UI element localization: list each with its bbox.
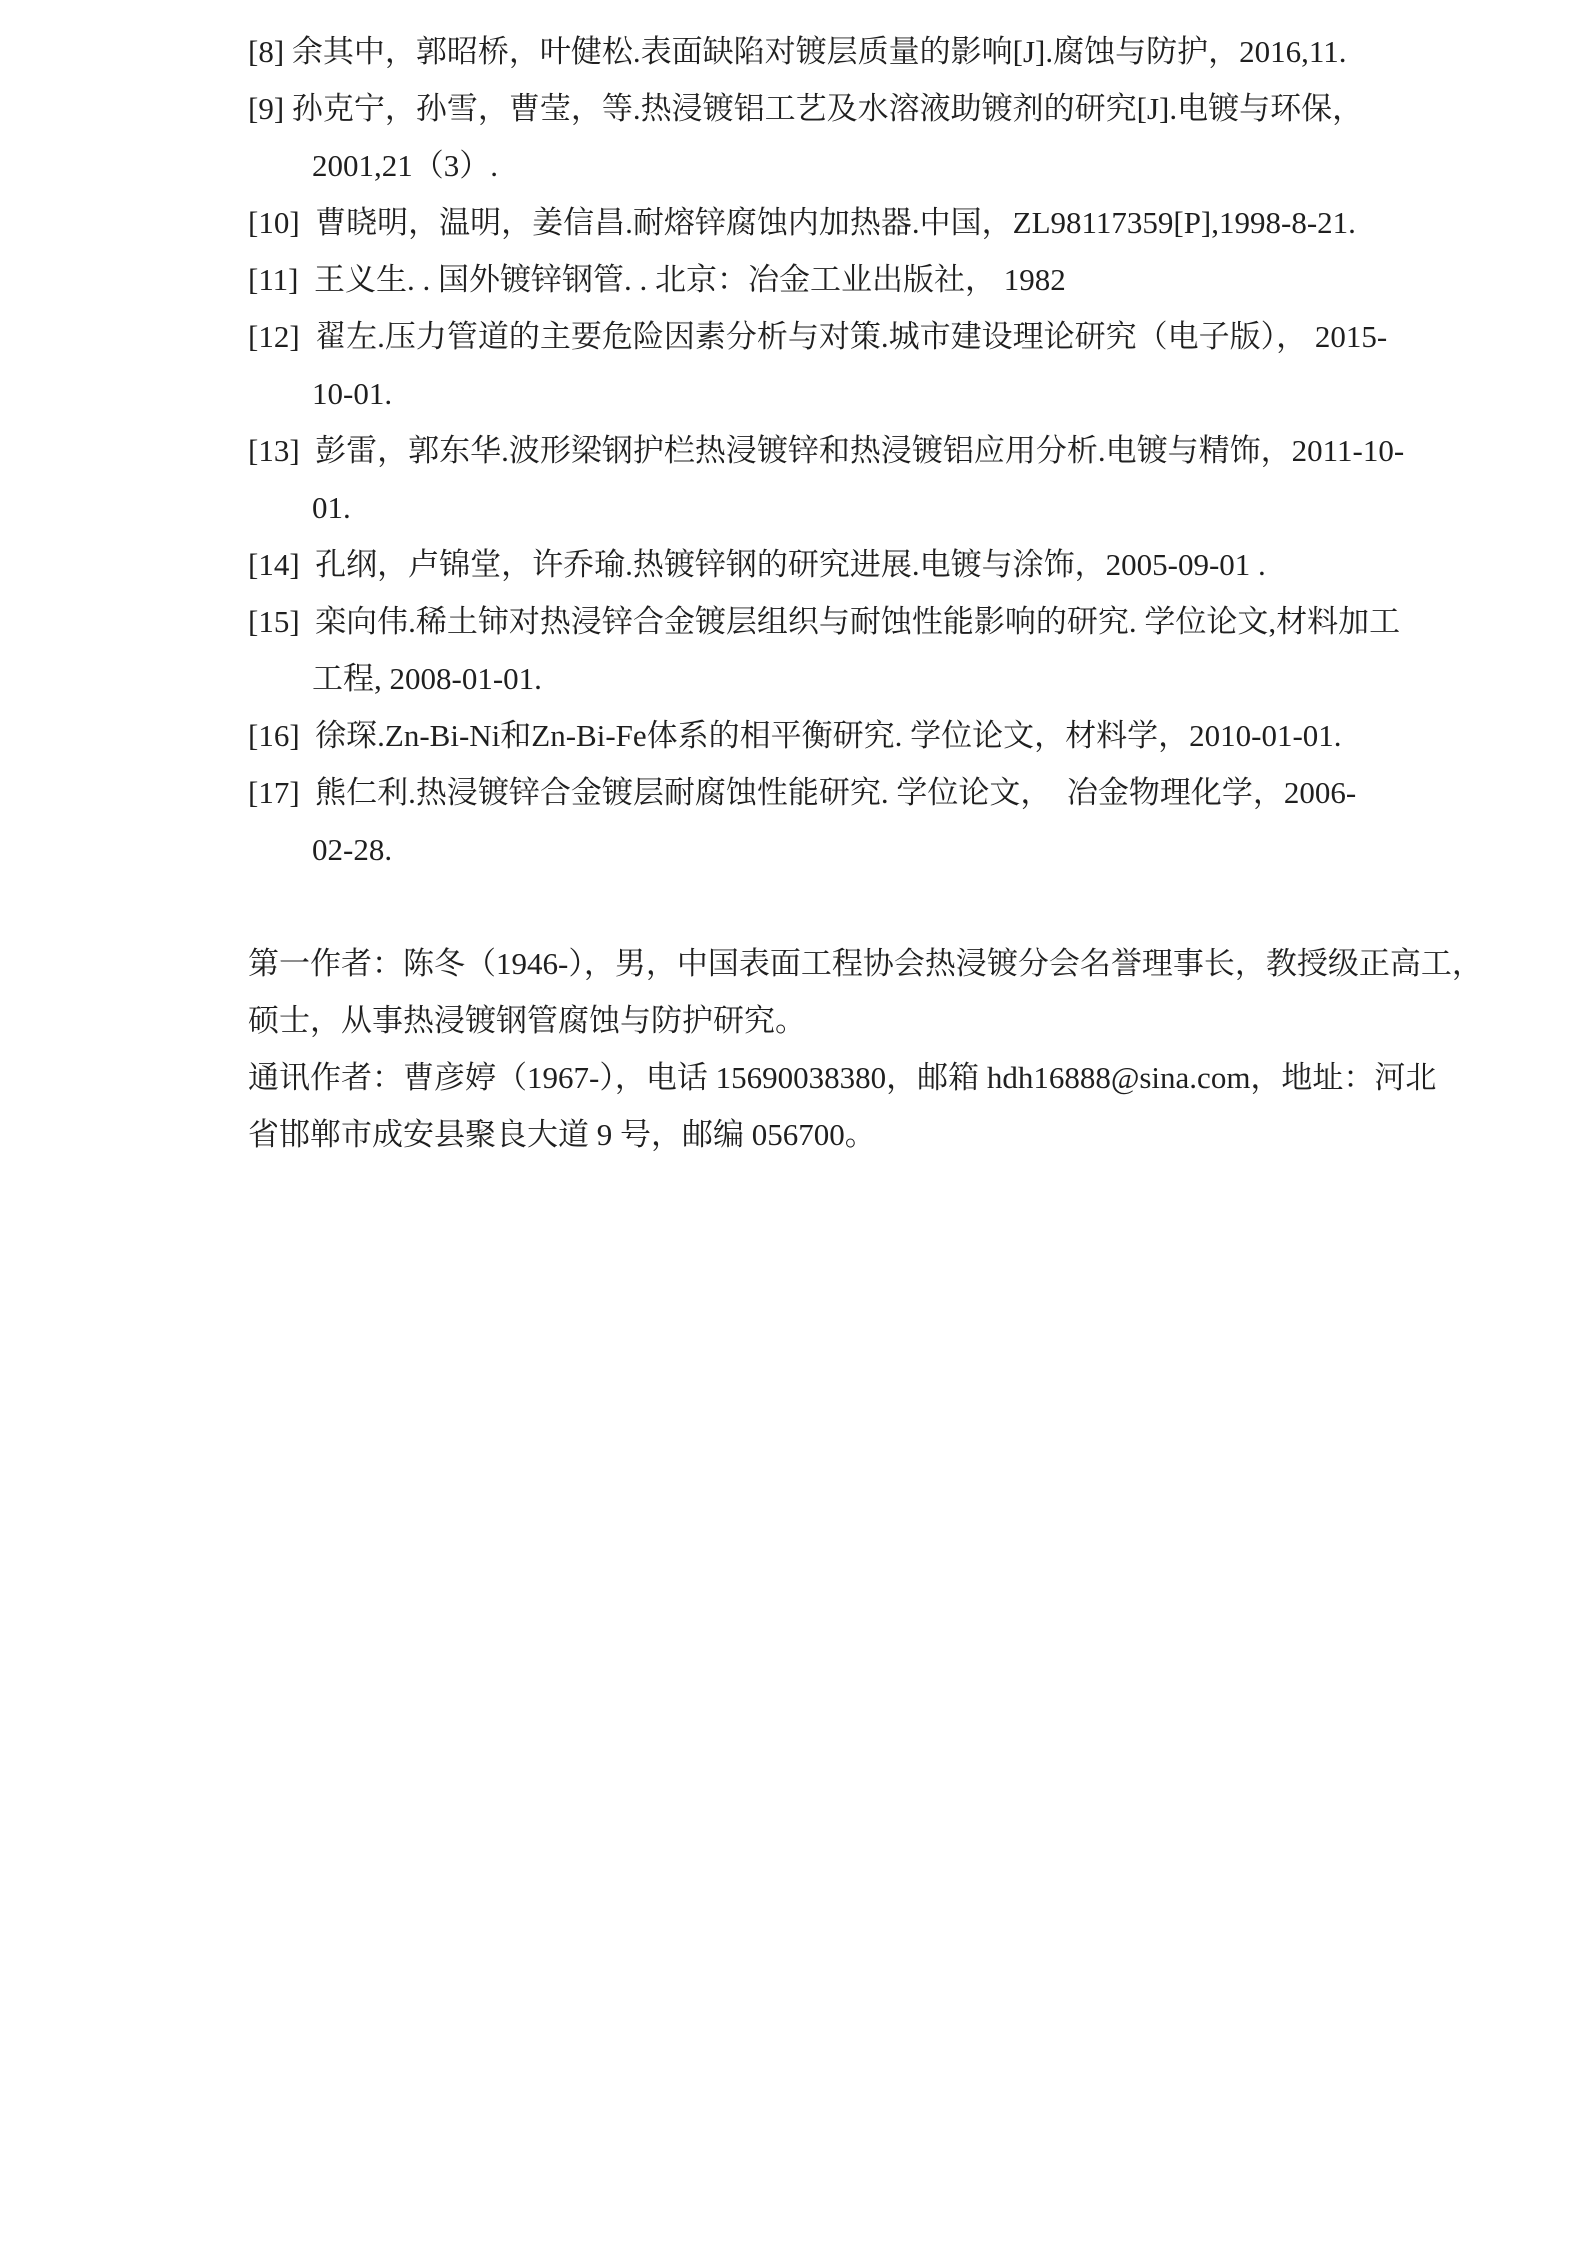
author-info-line: 第一作者：陈冬（1946-），男，中国表面工程协会热浸镀分会名誉理事长，教授级正高工， bbox=[248, 946, 1483, 981]
reference-line: [11] 王义生. . 国外镀锌钢管. . 北京：冶金工业出版社， 1982 bbox=[248, 262, 1066, 297]
author-info-line: 通讯作者：曹彦婷（1967-），电话 15690038380，邮箱 hdh16888@sina.com，地址：河北 bbox=[248, 1060, 1437, 1095]
reference-line: [12] 翟左.压力管道的主要危险因素分析与对策.城市建设理论研究（电子版）， 2015- bbox=[248, 319, 1388, 354]
reference-line: [10] 曹晓明，温明，姜信昌.耐熔锌腐蚀内加热器.中国，ZL98117359[P],1998-8-21. bbox=[248, 205, 1356, 240]
reference-line: [14] 孔纲，卢锦堂，许乔瑜.热镀锌钢的研究进展.电镀与涂饰，2005-09-01 . bbox=[248, 547, 1266, 582]
reference-line-continuation: 2001,21（3）. bbox=[312, 148, 498, 183]
reference-line: [15] 栾向伟.稀土铈对热浸锌合金镀层组织与耐蚀性能影响的研究. 学位论文,材料加工 bbox=[248, 604, 1401, 639]
author-info-line: 省邯郸市成安县聚良大道 9 号，邮编 056700。 bbox=[248, 1117, 876, 1152]
references-list bbox=[248, 23, 1547, 878]
reference-line: [9] 孙克宁，孙雪，曹莹，等.热浸镀铝工艺及水溶液助镀剂的研究[J].电镀与环保， bbox=[248, 91, 1364, 126]
reference-line-continuation: 01. bbox=[312, 490, 351, 525]
reference-line: [13] 彭雷，郭东华.波形梁钢护栏热浸镀锌和热浸镀铝应用分析.电镀与精饰，2011-10- bbox=[248, 433, 1405, 468]
author-info-line: 硕士，从事热浸镀钢管腐蚀与防护研究。 bbox=[248, 1003, 806, 1038]
reference-line-continuation: 工程, 2008-01-01. bbox=[312, 661, 542, 696]
reference-line: [16] 徐琛.Zn-Bi-Ni和Zn-Bi-Fe体系的相平衡研究. 学位论文，材料学，2010-01-01. bbox=[248, 718, 1342, 753]
reference-line: [8] 余其中，郭昭桥，叶健松.表面缺陷对镀层质量的影响[J].腐蚀与防护，2016,11. bbox=[248, 34, 1347, 69]
author-info bbox=[248, 935, 1547, 1163]
reference-line: [17] 熊仁利.热浸镀锌合金镀层耐腐蚀性能研究. 学位论文， 冶金物理化学，2006- bbox=[248, 775, 1357, 810]
reference-line-continuation: 10-01. bbox=[312, 376, 393, 411]
reference-line-continuation: 02-28. bbox=[312, 832, 393, 867]
